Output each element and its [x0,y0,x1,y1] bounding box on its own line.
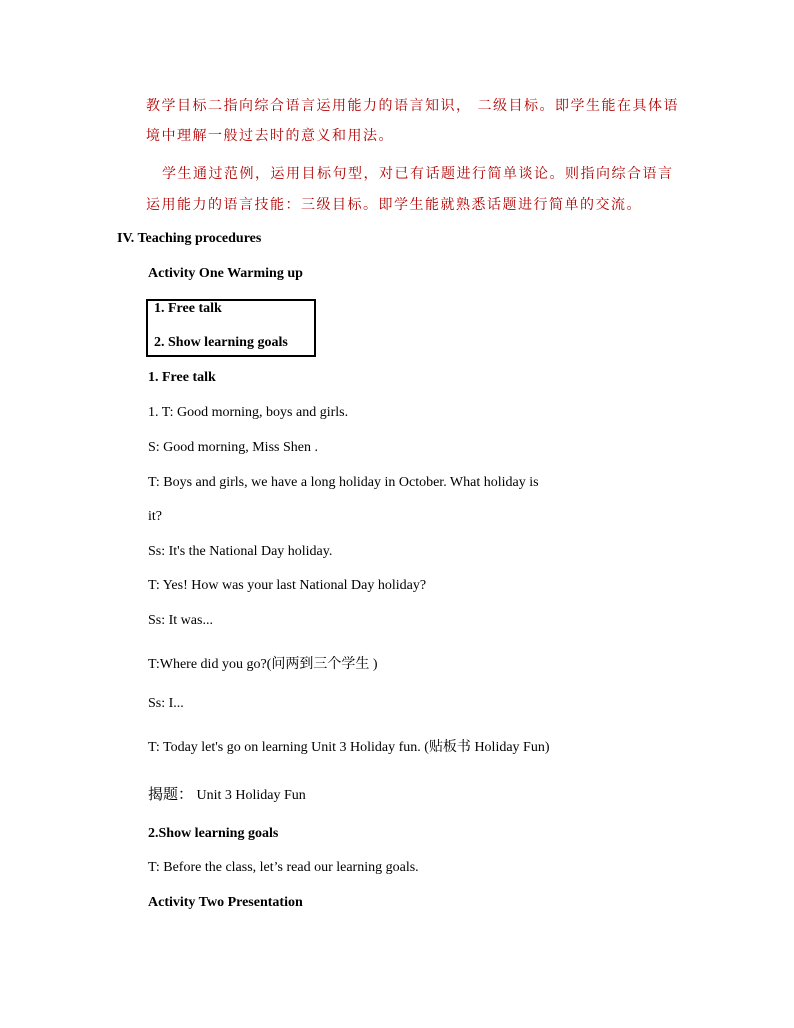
today-suffix: Holiday Fun) [470,740,550,755]
activity-one-title: Activity One Warming up [148,266,303,281]
objective-para2-line2: 运用能力的语言技能：三级目标。即学生能就熟悉话题进行简单的交流。 [146,197,642,213]
dialogue-line-today [148,736,550,756]
dialogue-line: Ss: It's the National Day holiday. [148,544,333,559]
objective-para1-line1: 教学目标二指向综合语言运用能力的语言知识， 二级目标。即学生能在具体语 [146,98,679,114]
where-note: 问两到三个学生 [271,656,370,672]
where-prefix: T:Where did you go?( [148,657,272,672]
dialogue-line: 1. T: Good morning, boys and girls. [148,405,349,420]
dialogue-line: T: Yes! How was your last National Day holiday? [148,578,427,593]
today-note: 贴板书 [428,739,471,755]
activity-two-title: Activity Two Presentation [148,895,303,910]
section-title: IV. Teaching procedures [117,231,262,246]
show-goals-line: T: Before the class, let’s read our learning goals. [148,860,419,875]
where-suffix: ) [369,657,378,672]
topic-reveal-label: 揭题： [148,785,194,803]
topic-reveal-text: Unit 3 Holiday Fun [193,788,306,803]
warmup-step-2: 2. Show learning goals [154,335,288,350]
show-goals-heading: 2.Show learning goals [148,826,279,841]
dialogue-line: Ss: I... [148,696,184,711]
objective-para1-line2: 境中理解一般过去时的意义和用法。 [146,128,394,144]
dialogue-line: T: Boys and girls, we have a long holiday in October. What holiday is [148,475,539,490]
dialogue-line: S: Good morning, Miss Shen . [148,440,318,455]
topic-reveal-line [148,783,306,804]
free-talk-heading: 1. Free talk [148,370,216,385]
warmup-step-1: 1. Free talk [154,301,222,316]
dialogue-line: it? [148,509,162,524]
today-prefix: T: Today let's go on learning Unit 3 Holiday fun. ( [148,740,429,755]
dialogue-line: Ss: It was... [148,613,213,628]
objective-para2-line1: 学生通过范例，运用目标句型，对已有话题进行简单谈论。则指向综合语言 [162,166,674,182]
dialogue-line-where [148,653,378,673]
